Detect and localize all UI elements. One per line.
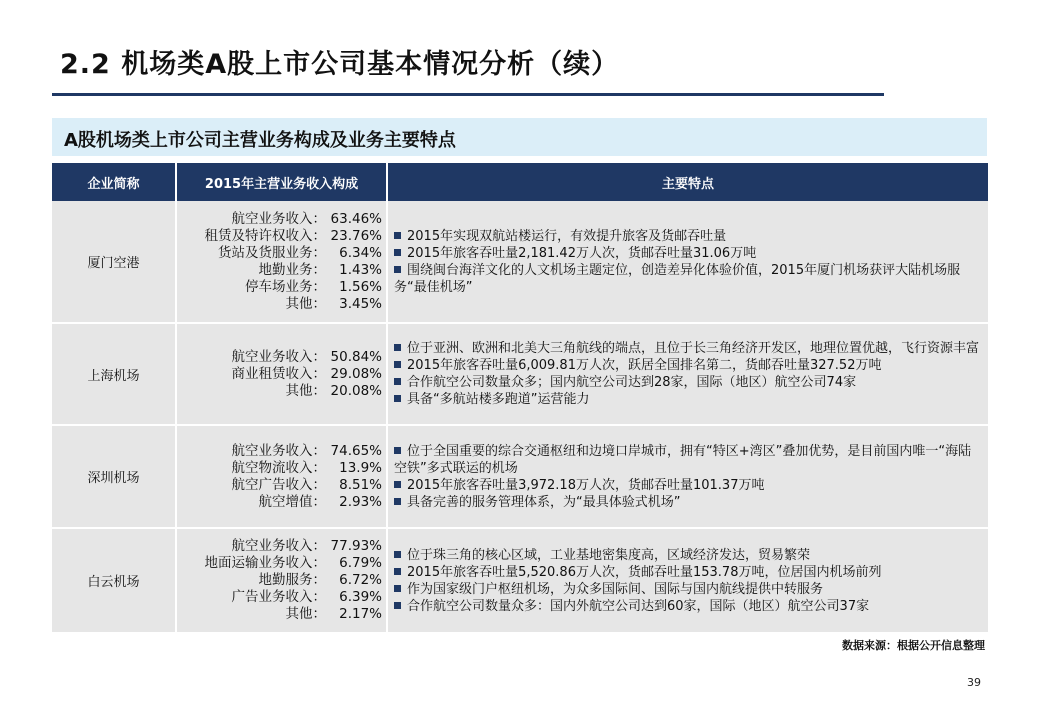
square-bullet-icon xyxy=(394,395,401,402)
revenue-label: 停车场业务： xyxy=(245,278,326,295)
revenue-item xyxy=(181,443,382,460)
table-row xyxy=(52,425,988,528)
revenue-item xyxy=(181,262,382,279)
revenue-breakdown xyxy=(176,425,387,528)
revenue-percent: 6.72% xyxy=(339,572,382,588)
feature-item xyxy=(394,357,980,374)
revenue-percent: 3.45% xyxy=(339,295,382,312)
feature-item xyxy=(394,374,980,391)
feature-text: 位于亚洲、欧洲和北美大三角航线的端点，且位于长三角经济开发区，地理位置优越，飞行资源丰富 xyxy=(407,341,980,356)
revenue-label: 其他： xyxy=(285,295,326,312)
revenue-percent: 6.79% xyxy=(339,555,382,571)
revenue-item xyxy=(181,349,382,366)
square-bullet-icon xyxy=(394,266,401,273)
revenue-item xyxy=(181,211,382,228)
feature-text: 具备“多航站楼多跑道”运营能力 xyxy=(407,392,590,407)
section-header xyxy=(52,118,987,156)
square-bullet-icon xyxy=(394,602,401,609)
feature-text: 2015年旅客吞吐量6,009.81万人次，跃居全国排名第二，货邮吞吐量327.52万吨 xyxy=(407,358,882,373)
company-name: 深圳机场 xyxy=(52,425,176,528)
revenue-percent: 77.93% xyxy=(330,538,382,554)
square-bullet-icon xyxy=(394,498,401,505)
square-bullet-icon xyxy=(394,447,401,454)
revenue-item xyxy=(181,606,382,623)
square-bullet-icon xyxy=(394,344,401,351)
revenue-item xyxy=(181,245,382,262)
section-title: A股机场类上市公司主营业务构成及业务主要特点 xyxy=(64,130,456,151)
revenue-percent: 29.08% xyxy=(330,365,382,382)
revenue-item xyxy=(181,477,382,494)
table-row xyxy=(52,323,988,425)
revenue-label: 航空增值： xyxy=(258,493,326,510)
revenue-percent: 1.43% xyxy=(339,261,382,278)
revenue-percent: 63.46% xyxy=(330,210,382,227)
revenue-percent: 20.08% xyxy=(330,382,382,399)
revenue-percent: 2.93% xyxy=(339,493,382,510)
header-features-label: 主要特点 xyxy=(661,176,714,192)
revenue-label: 航空广告收入： xyxy=(231,476,326,493)
revenue-label: 货站及货服业务： xyxy=(218,244,326,261)
feature-item xyxy=(394,245,980,262)
square-bullet-icon xyxy=(394,361,401,368)
feature-text: 作为国家级门户枢纽机场，为众多国际间、国际与国内航线提供中转服务 xyxy=(407,581,824,597)
source-note: 数据来源：根据公开信息整理 xyxy=(842,639,985,652)
header-features xyxy=(387,163,988,201)
revenue-percent: 50.84% xyxy=(330,348,382,365)
revenue-item xyxy=(181,228,382,245)
feature-item xyxy=(394,581,980,598)
revenue-label: 航空业务收入： xyxy=(231,442,326,459)
revenue-label: 广告业务收入： xyxy=(231,589,326,605)
square-bullet-icon xyxy=(394,249,401,256)
feature-text: 合作航空公司数量众多：国内外航空公司达到60家，国际（地区）航空公司37家 xyxy=(407,598,870,614)
feature-item xyxy=(394,598,980,615)
revenue-label: 航空业务收入： xyxy=(231,538,326,554)
feature-item xyxy=(394,262,980,296)
revenue-item xyxy=(181,555,382,572)
revenue-item xyxy=(181,366,382,383)
revenue-percent: 1.56% xyxy=(339,278,382,295)
feature-item xyxy=(394,477,980,494)
feature-text: 位于珠三角的核心区域，工业基地密集度高，区域经济发达，贸易繁荣 xyxy=(407,547,811,563)
page-number: 39 xyxy=(967,676,981,689)
company-name: 上海机场 xyxy=(52,323,176,425)
feature-list xyxy=(387,425,988,528)
table-row xyxy=(52,528,988,633)
feature-item xyxy=(394,340,980,357)
square-bullet-icon xyxy=(394,481,401,488)
feature-text: 位于全国重要的综合交通枢纽和边境口岸城市，拥有“特区+湾区”叠加优势，是目前国内唯一“海陆空铁”多式联运的机场 xyxy=(394,443,972,476)
revenue-percent: 74.65% xyxy=(330,442,382,459)
feature-text: 合作航空公司数量众多；国内航空公司达到28家，国际（地区）航空公司74家 xyxy=(407,375,857,390)
square-bullet-icon xyxy=(394,585,401,592)
revenue-percent: 6.39% xyxy=(339,589,382,605)
square-bullet-icon xyxy=(394,378,401,385)
feature-item xyxy=(394,228,980,245)
revenue-item xyxy=(181,589,382,606)
revenue-item xyxy=(181,460,382,477)
revenue-breakdown xyxy=(176,201,387,323)
table-header-row xyxy=(52,163,988,201)
feature-list xyxy=(387,201,988,323)
revenue-percent: 6.34% xyxy=(339,244,382,261)
table-body xyxy=(52,201,988,633)
feature-item xyxy=(394,547,980,564)
revenue-label: 地勤服务： xyxy=(258,572,326,588)
company-name: 厦门空港 xyxy=(52,201,176,323)
revenue-item xyxy=(181,494,382,511)
feature-item xyxy=(394,564,980,581)
feature-item xyxy=(394,443,980,477)
feature-list xyxy=(387,323,988,425)
revenue-item xyxy=(181,279,382,296)
revenue-percent: 2.17% xyxy=(339,606,382,622)
company-name: 白云机场 xyxy=(52,528,176,633)
revenue-percent: 13.9% xyxy=(339,459,382,476)
revenue-label: 租赁及特许权收入： xyxy=(204,227,326,244)
square-bullet-icon xyxy=(394,232,401,239)
revenue-item xyxy=(181,383,382,400)
feature-list xyxy=(387,528,988,633)
revenue-label: 其他： xyxy=(285,606,326,622)
feature-item xyxy=(394,391,980,408)
feature-text: 2015年实现双航站楼运行，有效提升旅客及货邮吞吐量 xyxy=(407,228,727,244)
revenue-item xyxy=(181,538,382,555)
feature-item xyxy=(394,494,980,511)
table-row xyxy=(52,201,988,323)
revenue-percent: 8.51% xyxy=(339,476,382,493)
revenue-label: 地面运输业务收入： xyxy=(204,555,326,571)
feature-text: 2015年旅客吞吐量5,520.86万人次，货邮吞吐量153.78万吨，位居国内机场前列 xyxy=(407,564,882,580)
revenue-item xyxy=(181,296,382,313)
revenue-breakdown xyxy=(176,323,387,425)
header-revenue: 2015年主营业务收入构成 xyxy=(176,163,387,201)
square-bullet-icon xyxy=(394,551,401,558)
square-bullet-icon xyxy=(394,568,401,575)
revenue-breakdown xyxy=(176,528,387,633)
page-title: 2.2 机场类A股上市公司基本情况分析（续） xyxy=(60,49,620,80)
feature-text: 2015年旅客吞吐量3,972.18万人次，货邮吞吐量101.37万吨 xyxy=(407,477,765,493)
title-divider xyxy=(52,93,884,96)
revenue-percent: 23.76% xyxy=(330,227,382,244)
revenue-label: 其他： xyxy=(285,382,326,399)
header-company: 企业简称 xyxy=(52,163,176,201)
company-table xyxy=(52,163,988,634)
revenue-label: 地勤业务： xyxy=(258,261,326,278)
revenue-label: 航空业务收入： xyxy=(231,210,326,227)
revenue-label: 航空物流收入： xyxy=(231,459,326,476)
revenue-item xyxy=(181,572,382,589)
feature-text: 具备完善的服务管理体系，为“最具体验式机场” xyxy=(407,494,681,510)
feature-text: 2015年旅客吞吐量2,181.42万人次，货邮吞吐量31.06万吨 xyxy=(407,245,757,261)
revenue-label: 航空业务收入： xyxy=(231,348,326,365)
feature-text: 围绕闽台海洋文化的人文机场主题定位，创造差异化体验价值，2015年厦门机场获评大陆机场服务“最佳机场” xyxy=(394,262,961,295)
revenue-label: 商业租赁收入： xyxy=(231,365,326,382)
